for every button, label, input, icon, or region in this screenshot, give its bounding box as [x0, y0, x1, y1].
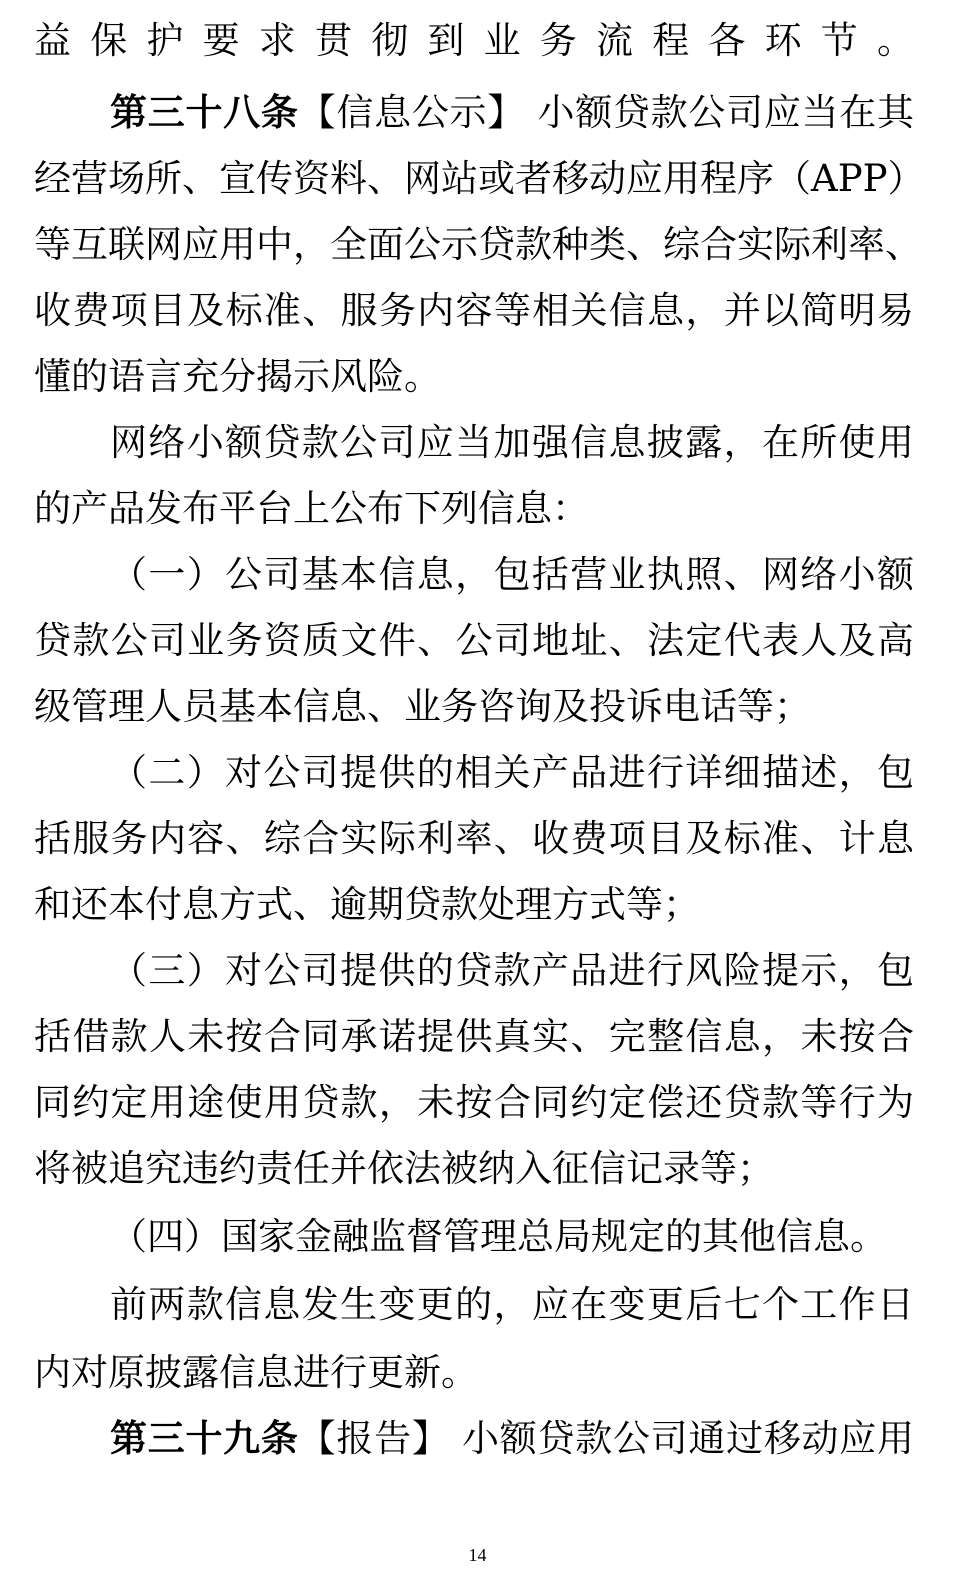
text-line-8	[34, 476, 914, 542]
text-line-20	[34, 1272, 914, 1338]
line-text: 益保护要求贯彻到业务流程各环节。	[34, 19, 914, 62]
line-text: 【报告】 小额贷款公司通过移动应用	[298, 1417, 915, 1460]
line-text: （三）对公司提供的贷款产品进行风险提示，包	[110, 949, 914, 992]
text-line-4	[34, 212, 922, 278]
line-text: 同约定用途使用贷款，未按合同约定偿还贷款等行为	[34, 1081, 914, 1124]
line-text: 内对原披露信息进行更新。	[34, 1351, 478, 1394]
article-39-number: 第三十九条	[110, 1417, 299, 1460]
text-line-6	[34, 344, 914, 410]
line-text: 贷款公司业务资质文件、公司地址、法定代表人及高	[34, 619, 914, 662]
page-number: 14	[468, 1545, 487, 1565]
article-38-number: 第三十八条	[110, 91, 299, 134]
line-text: 【信息公示】 小额贷款公司应当在其	[298, 91, 915, 134]
text-line-7	[34, 410, 914, 476]
line-text: 括服务内容、综合实际利率、收费项目及标准、计息	[34, 817, 914, 860]
line-text: 懂的语言充分揭示风险。	[34, 355, 441, 398]
text-line-5	[34, 278, 914, 344]
list-item-2-line-1	[34, 740, 914, 806]
list-item-3-line-2	[34, 1004, 914, 1070]
list-item-4-line-1	[34, 1204, 914, 1270]
line-text: 和还本付息方式、逾期贷款处理方式等；	[34, 883, 700, 926]
line-text: 等互联网应用中，全面公示贷款种类、综合实际利率、	[34, 223, 922, 266]
line-text: 将被追究违约责任并依法被纳入征信记录等；	[34, 1147, 774, 1190]
list-item-1-line-3	[34, 674, 914, 740]
line-text: 前两款信息发生变更的，应在变更后七个工作日	[110, 1283, 914, 1326]
list-item-3-line-4	[34, 1136, 914, 1202]
line-text: 级管理人员基本信息、业务咨询及投诉电话等；	[34, 685, 811, 728]
line-text: （四）国家金融监督管理总局规定的其他信息。	[110, 1215, 887, 1258]
line-text: 收费项目及标准、服务内容等相关信息，并以简明易	[34, 289, 914, 332]
line-text: 网络小额贷款公司应当加强信息披露，在所使用	[110, 421, 914, 464]
line-text: 的产品发布平台上公布下列信息：	[34, 487, 589, 530]
line-text: （一）公司基本信息，包括营业执照、网络小额	[110, 553, 914, 596]
text-line-3	[34, 146, 925, 212]
list-item-2-line-2	[34, 806, 914, 872]
line-text: 经营场所、宣传资料、网站或者移动应用程序（APP）	[34, 157, 925, 200]
list-item-2-line-3	[34, 872, 914, 938]
text-line-21	[34, 1340, 914, 1406]
article-38-heading-line	[34, 80, 914, 146]
text-line-1	[34, 8, 914, 74]
list-item-1-line-2	[34, 608, 914, 674]
list-item-1-line-1	[34, 542, 914, 608]
article-39-heading-line	[34, 1406, 914, 1472]
list-item-3-line-1	[34, 938, 914, 1004]
list-item-3-line-3	[34, 1070, 914, 1136]
line-text: （二）对公司提供的相关产品进行详细描述，包	[110, 751, 914, 794]
line-text: 括借款人未按合同承诺提供真实、完整信息，未按合	[34, 1015, 914, 1058]
